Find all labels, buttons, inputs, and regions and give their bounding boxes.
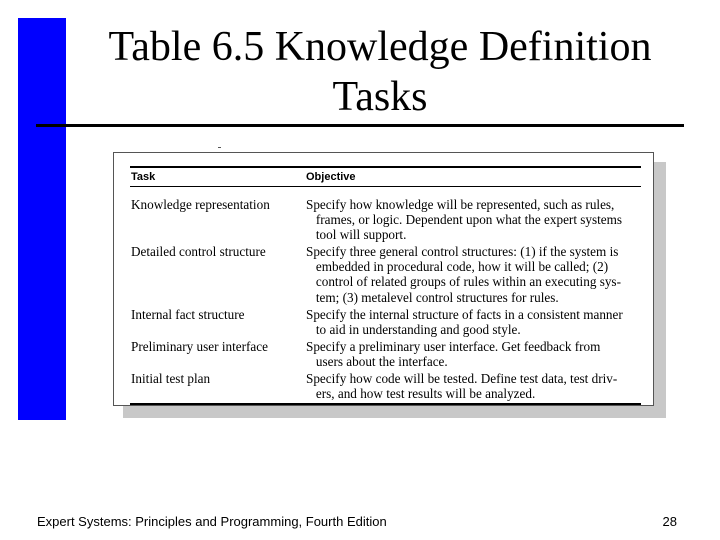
- task-cell: Initial test plan: [131, 371, 211, 386]
- page-number: 28: [662, 514, 677, 529]
- table-top-rule: [130, 166, 641, 168]
- knowledge-definition-table: [113, 152, 654, 406]
- column-header-task: Task: [131, 171, 156, 183]
- column-header-objective: Objective: [306, 171, 356, 183]
- accent-bar: [18, 18, 66, 420]
- objective-cell: Specify a preliminary user interface. Get feedback from users about the interface.: [306, 339, 601, 370]
- slide-title: [70, 22, 690, 122]
- table-header-rule: [130, 186, 641, 187]
- objective-cell: Specify three general control structures: (1) if the system is embedded in procedural code, how it will be called; (2) control of related groups of rules within an executing sys- tem; (3) metalevel control structures for rules.: [306, 244, 621, 305]
- slide-title-line-2: Tasks: [332, 74, 428, 120]
- footer-source: Expert Systems: Principles and Programming, Fourth Edition: [37, 514, 387, 529]
- task-cell: Knowledge representation: [131, 197, 270, 212]
- table-bottom-rule: [130, 403, 641, 405]
- task-cell: Preliminary user interface: [131, 339, 268, 354]
- slide-title-line-1: Table 6.5 Knowledge Definition: [108, 24, 652, 70]
- objective-cell: Specify how knowledge will be represented, such as rules, frames, or logic. Dependent upon what the expert systems tool will support.: [306, 197, 623, 243]
- objective-cell: Specify the internal structure of facts in a consistent manner to aid in understanding and good style.: [306, 307, 623, 338]
- title-underline: [36, 124, 684, 127]
- task-cell: Internal fact structure: [131, 307, 245, 322]
- task-cell: Detailed control structure: [131, 244, 266, 259]
- objective-cell: Specify how code will be tested. Define test data, test driv- ers, and how test results will be analyzed.: [306, 371, 618, 402]
- stray-mark: [218, 147, 221, 148]
